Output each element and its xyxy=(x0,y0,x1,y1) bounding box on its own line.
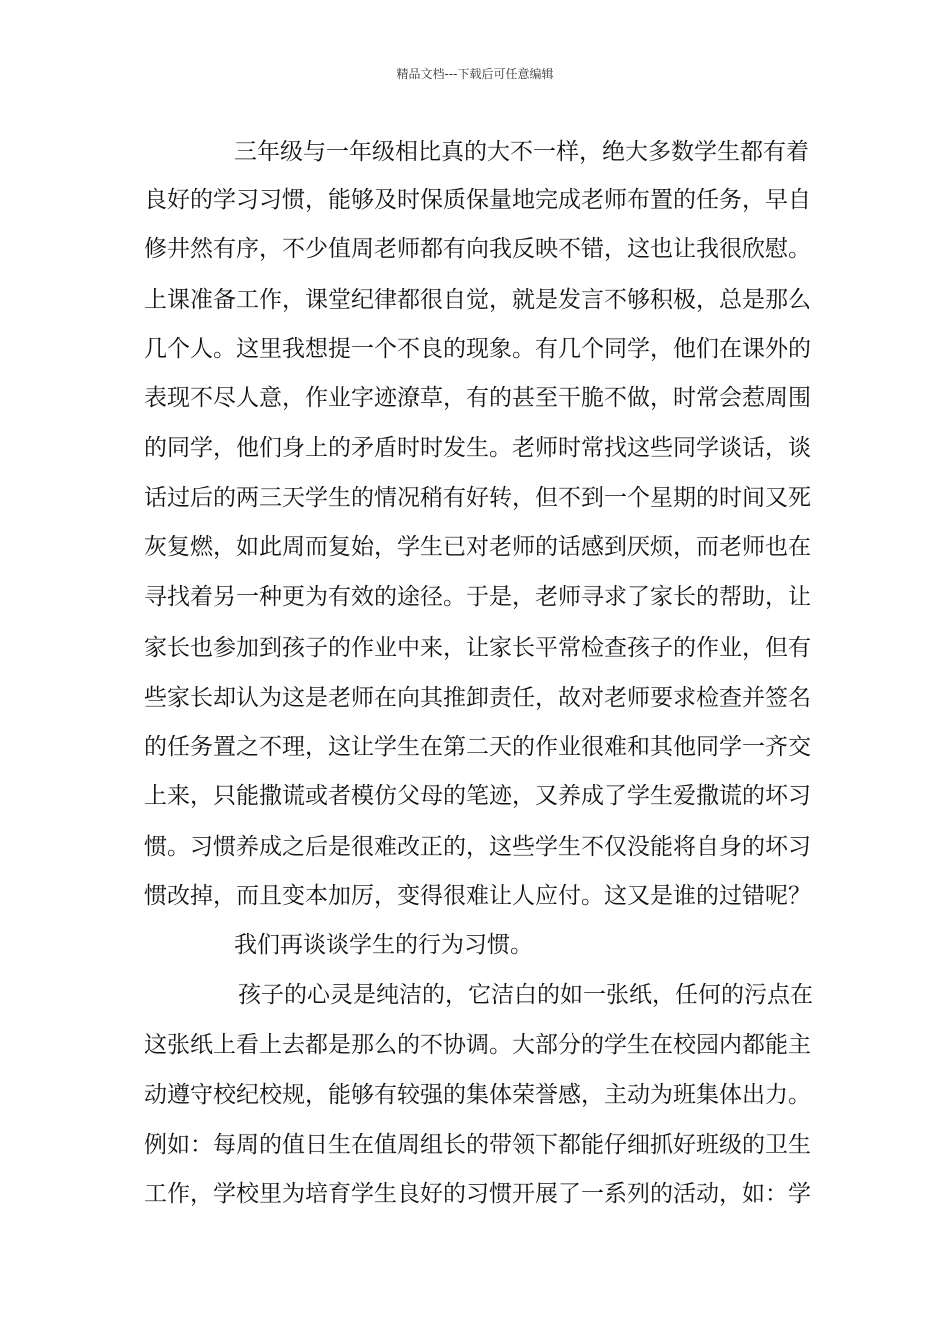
text-line: 良好的学习习惯，能够及时保质保量地完成老师布置的任务，早自 xyxy=(144,187,811,213)
text-line: 灰复燃，如此周而复始，学生已对老师的话感到厌烦，而老师也在 xyxy=(144,534,811,560)
text-line: 的任务置之不理，这让学生在第二天的作业很难和其他同学一齐交 xyxy=(144,734,811,760)
text-line: 孩子的心灵是纯洁的，它洁白的如一张纸，任何的污点在 xyxy=(238,982,813,1008)
text-line: 的同学，他们身上的矛盾时时发生。老师时常找这些同学谈话，谈 xyxy=(144,435,811,461)
text-line: 修井然有序，不少值周老师都有向我反映不错，这也让我很欣慰。 xyxy=(144,236,811,262)
text-line: 惯改掉，而且变本加厉，变得很难让人应付。这又是谁的过错呢？ xyxy=(144,883,811,909)
text-line: 几个人。这里我想提一个不良的现象。有几个同学，他们在课外的 xyxy=(144,336,811,362)
text-line: 话过后的两三天学生的情况稍有好转，但不到一个星期的时间又死 xyxy=(144,485,811,511)
text-line: 例如：每周的值日生在值周组长的带领下都能仔细抓好班级的卫生 xyxy=(144,1132,811,1158)
text-line: 工作，学校里为培育学生良好的习惯开展了一系列的活动，如：学 xyxy=(144,1181,811,1207)
text-line: 表现不尽人意，作业字迹潦草，有的甚至干脆不做，时常会惹周围 xyxy=(144,385,811,411)
text-line: 我们再谈谈学生的行为习惯。 xyxy=(234,932,533,958)
text-line: 动遵守校纪校规，能够有较强的集体荣誉感，主动为班集体出力。 xyxy=(144,1082,811,1108)
text-line: 三年级与一年级相比真的大不一样，绝大多数学生都有着 xyxy=(234,139,809,165)
text-line: 些家长却认为这是老师在向其推卸责任，故对老师要求检查并签名 xyxy=(144,685,811,711)
page-header: 精品文档---下载后可任意编辑 xyxy=(396,67,554,81)
text-line: 这张纸上看上去都是那么的不协调。大部分的学生在校园内都能主 xyxy=(144,1032,811,1058)
text-line: 惯。习惯养成之后是很难改正的，这些学生不仅没能将自身的坏习 xyxy=(144,834,811,860)
text-line: 家长也参加到孩子的作业中来，让家长平常检查孩子的作业，但有 xyxy=(144,635,811,661)
text-line: 寻找着另一种更为有效的途径。于是，老师寻求了家长的帮助，让 xyxy=(144,584,811,610)
text-line: 上来，只能撒谎或者模仿父母的笔迹，又养成了学生爱撒谎的坏习 xyxy=(144,783,811,809)
text-line: 上课准备工作，课堂纪律都很自觉，就是发言不够积极，总是那么 xyxy=(144,287,811,313)
